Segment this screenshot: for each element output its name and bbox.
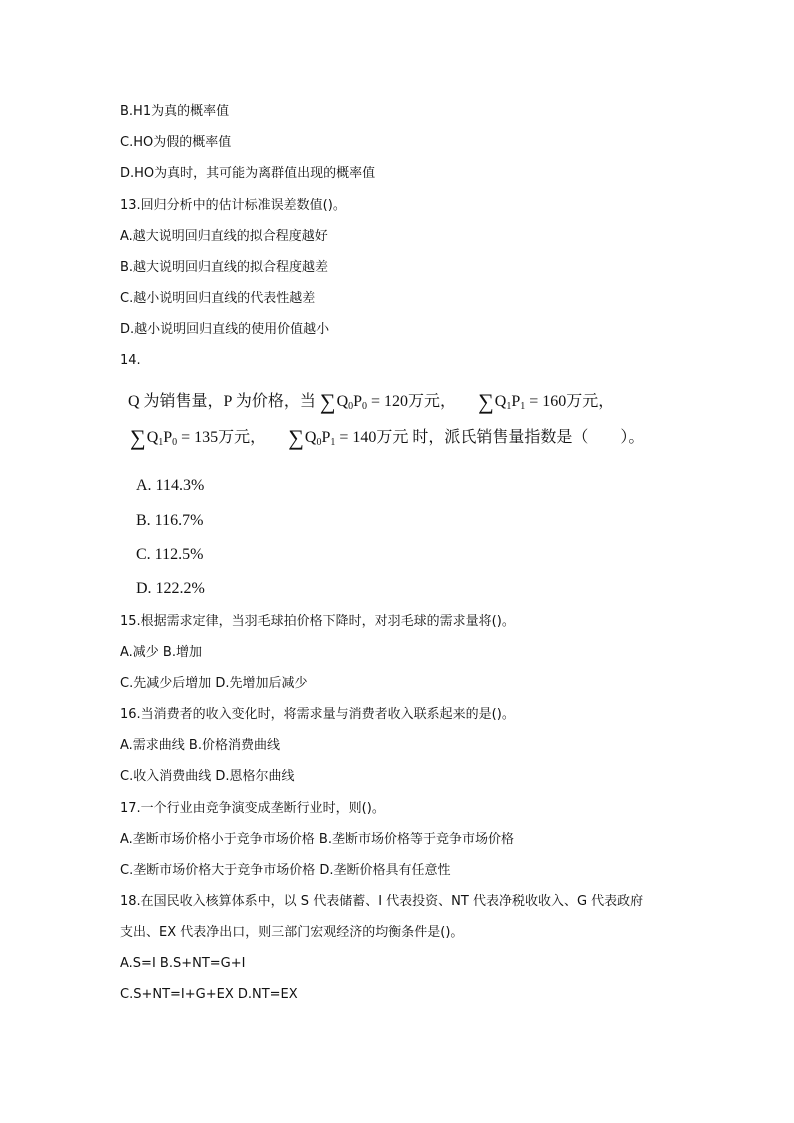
q15-options-ab: A.减少 B.增加 xyxy=(120,645,202,660)
q14-value-3: = 135万元， xyxy=(181,429,267,446)
question-18-continued: 支出、EX 代表净出口，则三部门宏观经济的均衡条件是()。 xyxy=(120,925,464,940)
q13-option-b: B.越大说明回归直线的拟合程度越差 xyxy=(120,260,329,275)
q14-formula-line-2: $\sum Q_1P_0 = 135$万元， $\sum Q_0P_1 = 140$万元 时，派氏销售量指数是（ ）。 xyxy=(130,425,645,450)
option-d-h0: D.HO为真时，其可能为离群值出现的概率值 xyxy=(120,166,376,181)
q14-option-b: B. 116.7% xyxy=(136,512,204,529)
option-c-h0: C.HO为假的概率值 xyxy=(120,135,232,150)
q14-value-1: = 120万元， xyxy=(371,393,457,410)
question-16: 16.当消费者的收入变化时，将需求量与消费者收入联系起来的是()。 xyxy=(120,707,515,722)
q14-formula-line-1: Q 为销售量，P 为价格，当 $\sum Q_0P_0 = 120$万元， $\sum Q_1P_1 = 160$万元， xyxy=(128,389,615,414)
q16-options-ab: A.需求曲线 B.价格消费曲线 xyxy=(120,738,280,753)
q14-option-a: A. 114.3% xyxy=(136,477,205,494)
q13-option-d: D.越小说明回归直线的使用价值越小 xyxy=(120,322,330,337)
q14-value-4: = 140万元 时，派氏销售量指数是（ ）。 xyxy=(339,429,645,446)
q16-options-cd: C.收入消费曲线 D.恩格尔曲线 xyxy=(120,769,295,784)
question-13: 13.回归分析中的估计标准误差数值()。 xyxy=(120,198,346,213)
question-14-number: 14. xyxy=(120,353,141,368)
question-18: 18.在国民收入核算体系中，以 S 代表储蓄、I 代表投资、NT 代表净税收收入、G 代表政府 xyxy=(120,894,644,909)
q17-options-ab: A.垄断市场价格小于竞争市场价格 B.垄断市场价格等于竞争市场价格 xyxy=(120,832,514,847)
question-15: 15.根据需求定律，当羽毛球拍价格下降时，对羽毛球的需求量将()。 xyxy=(120,614,515,629)
q14-option-c: C. 112.5% xyxy=(136,546,204,563)
q13-option-c: C.越小说明回归直线的代表性越差 xyxy=(120,291,316,306)
option-b-h1: B.H1为真的概率值 xyxy=(120,104,230,119)
q13-option-a: A.越大说明回归直线的拟合程度越好 xyxy=(120,229,328,244)
q18-options-cd: C.S+NT=I+G+EX D.NT=EX xyxy=(120,987,298,1002)
question-17: 17.一个行业由竞争演变成垄断行业时，则()。 xyxy=(120,801,385,816)
q17-options-cd: C.垄断市场价格大于竞争市场价格 D.垄断价格具有任意性 xyxy=(120,863,451,878)
q14-value-2: = 160万元， xyxy=(529,393,615,410)
q14-intro: Q 为销售量，P 为价格，当 xyxy=(128,393,316,410)
q18-options-ab: A.S=I B.S+NT=G+I xyxy=(120,956,246,971)
q15-options-cd: C.先减少后增加 D.先增加后减少 xyxy=(120,676,308,691)
q14-option-d: D. 122.2% xyxy=(136,580,205,597)
